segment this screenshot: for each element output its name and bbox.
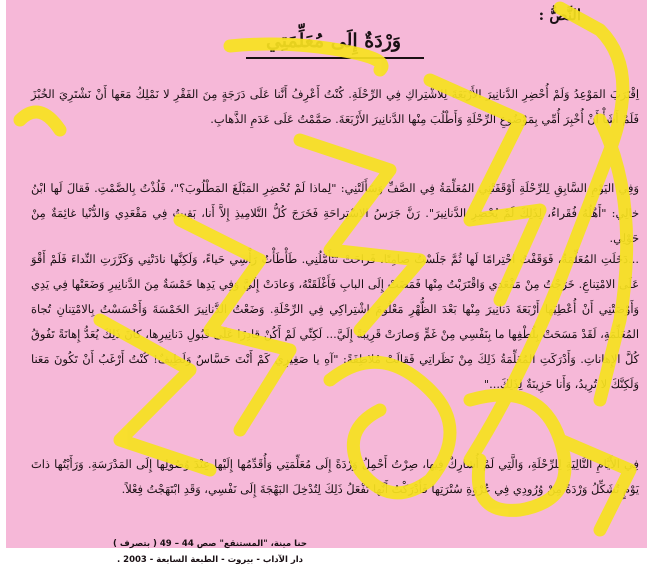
- paragraph-3: ...دَخَلَتِ المُعَلِّمَةُ، فَوَقَفْتُ احْتِرامًا لَها ثُمَّ جَلَسْتُ صامِتًا، فَراحَتْ تَتَأَمَّلُنِي. طَأْطَأْتُ رَأْسِي حَياءً، وَلَكِنَّها نادَتْنِي وَكَرَّرَتِ النِّداءَ فَلَمْ أَقْوَ عَلَى الامْتِناعِ. خَرَجْتُ مِنْ مَقْعَدِي وَاقْتَرَبْتُ مِنْها فَمَضَتْ إِلَى البابِ فَأَغْلَقَتْهُ، وَعادَتْ إِلَيَّ وَفِي يَدِها خَمْسَةٌ مِنَ الدَّنانِيرِ وَضَعَتْها فِي يَدِي وَأَوْصَتْنِي أَنْ أُعْطِيَها أَرْبَعَةَ دَنانِيرَ مِنْها بَعْدَ الظُّهْرِ مَعْلُومَ اشْتِراكِي فِي الرِّحْلَةِ. وَضَعْتُ الدَّنانِيرَ الخَمْسَةَ وَأَحْسَسْتُ بِالامْتِنانِ تُجاهَ المُعَلِّمَةِ، لَقَدْ مَسَحَتْ بِلُطْفِها ما بِنَفْسِي مِنْ غَمٍّ وَصارَتْ قَرِيبَةً إِلَيَّ... لَكِنِّي لَمْ أَكُنْ قادِرًا عَلَى قَبُولِ دَنانِيرِها، كانَ ذَلِكَ يُعَدُّ إِهانَةً تَفُوقُ كُلَّ الإِهاناتِ. وَأَدْرَكَتِ المُعَلِّمَةُ ذَلِكَ مِنْ نَظَراتِي فَقالَتْ مُلاطِفَةً: "آهِ يا صَغِيرِي كَمْ أَنْتَ حَسَّاسٌ وَلَطِيفٌ! كُنْتُ أَرْغَبُ أَنْ تَكُونَ مَعَنا وَلَكِنَّكَ لا تُرِيدُ، وَأَنا حَزِينَةٌ لِذَلِكَ...": [31, 252, 639, 391]
- section-label: النَّصُّ :: [538, 6, 581, 24]
- title-underline: [246, 57, 424, 59]
- credit-publisher-line: دار الآداب - بيروت - الطبعة السابعة - 2003 .: [116, 555, 304, 565]
- paragraph-1: اِقْتَرَبَ المَوْعِدُ وَلَمْ أُحْضِرِ الدَّنانِيرَ الأَرْبَعَةَ لِلاشْتِراكِ فِي الرِّحْلَةِ. كُنْتُ أَعْرِفُ أَنَّنا عَلَى دَرَجَةٍ مِنَ الفَقْرِ لا نَمْلِكُ مَعَها أَنْ نَشْتَرِيَ الخُبْزَ فَلَمْ أَشَأْ أَنْ أُخْبِرَ أُمِّي بِمَوْضُوعِ الرِّحْلَةِ وَأَطْلُبَ مِنْها الدَّنانِيرَ الأَرْبَعَةَ. صَمَّمْتُ عَلَى عَدَمِ الذَّهابِ.: [31, 87, 639, 126]
- credit-author-line: حنا مينة، "المستنقع" صص 44 – 49 ( بتصرف ): [113, 539, 307, 549]
- paragraph-2: وَفِي اليَوْمِ السَّابِقِ لِلرِّحْلَةِ أَوْقَفَتْنِي المُعَلِّمَةُ فِي الصَّفِّ وَسَأَلَتْنِي: "لِماذا لَمْ تُحْضِرِ المَبْلَغَ المَطْلُوبَ؟"، فَلُذْتُ بِالصَّمْتِ. فَقالَ لَها ابْنُ خالِي: "أَهْلُهُ فُقَراءُ، لِذَلِكَ لَمْ يُحْضِرِ الدَّنانِيرَ". رَنَّ جَرَسُ الاسْتِراحَةِ فَخَرَجَ كُلُّ التَّلامِيذِ إِلاَّ أَنا، بَقِيتُ فِي مَقْعَدِي وَالدُّنْيا غائِمَةٌ مِنْ حَوْلِي.: [31, 181, 639, 245]
- page-title: وَرْدَةٌ إِلَى مُعَلِّمَتِي: [265, 30, 402, 52]
- paragraph-4: فِي الأَيَّامِ التَّالِيَةِ لِلرِّحْلَةِ، وَالَّتِي لَمْ أُشارِكْ فِيها، صِرْتُ أَحْمِلُ وَرْدَةً إِلَى مُعَلِّمَتِي وَأُقَدِّمُها إِلَيْها عِنْدَ وُصُولِها إِلَى المَدْرَسَةِ. وَرَأَيْتُها ذاتَ يَوْمٍ تُشَكِّلُ وَرْدَةً مِنْ وُرُودِي فِي عُرْوَةِ سُتْرَتِها فَأَدْرَكْتُ أَنَّها تَفْعَلُ ذَلِكَ لِتُدْخِلَ البَهْجَةَ إِلَى نَفْسِي، وَقَدِ ابْتَهَجْتُ فِعْلاً.: [31, 457, 639, 496]
- source-credits: [110, 536, 310, 568]
